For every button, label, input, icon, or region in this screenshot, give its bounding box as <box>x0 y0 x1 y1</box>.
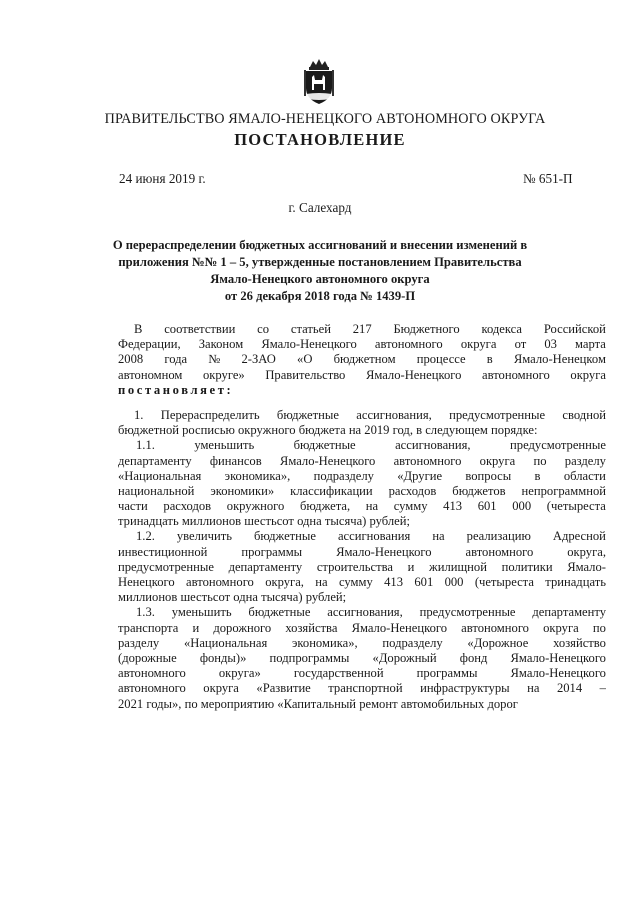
word: Ямало- <box>567 559 606 574</box>
word: и <box>192 620 200 635</box>
word: Перераспределить <box>160 407 260 422</box>
word: округа <box>203 681 239 696</box>
word: по <box>533 453 547 468</box>
word: части <box>118 499 148 514</box>
word: – <box>599 681 606 696</box>
word: инвестиционной <box>118 544 208 559</box>
word: экономика», <box>224 468 291 483</box>
word: предусмотренные <box>419 605 516 620</box>
word: подпрограммы <box>269 650 350 665</box>
word: транспорта <box>118 620 179 635</box>
word: бюджетные <box>248 605 311 620</box>
word: хозяйства <box>285 620 338 635</box>
word: сумму <box>393 499 428 514</box>
word: «Другие <box>397 468 443 483</box>
word: Бюджетного <box>393 322 460 336</box>
paragraph-line <box>118 337 606 352</box>
word: бюджетные <box>293 438 356 453</box>
paragraph-line <box>118 408 606 423</box>
word: «Дорожный <box>372 650 437 665</box>
word: департаменту <box>228 559 303 574</box>
word: Ямало-Ненецкого <box>365 367 462 382</box>
word: расходов <box>163 499 212 514</box>
word: автономного <box>393 453 462 468</box>
paragraph-line <box>118 529 606 544</box>
word: программы <box>416 666 478 681</box>
word: округа <box>479 453 516 468</box>
word: сумму <box>338 575 373 589</box>
crown-shield-icon <box>300 58 338 106</box>
word: № <box>208 352 221 367</box>
word: реализацию <box>466 529 531 544</box>
paragraph-line <box>118 636 606 651</box>
paragraph-line <box>118 469 606 484</box>
word: хозяйство <box>553 635 606 650</box>
heading-line: приложения №№ 1 – 5, утвержденные постановлением Правительства <box>118 255 522 269</box>
word: округа <box>570 367 606 382</box>
word: тринадцать <box>545 575 606 589</box>
document-number: № 651-П <box>523 171 573 186</box>
word: 601 <box>414 575 434 589</box>
word: уменьшить <box>171 605 232 620</box>
word: соответствии <box>164 322 236 336</box>
word: округа» <box>218 666 261 681</box>
word: автономного <box>118 666 186 681</box>
paragraph-line <box>118 651 606 666</box>
document-date: 24 июня 2019 г. <box>119 171 206 186</box>
paragraph <box>118 408 606 438</box>
word: 1.1. <box>136 438 155 453</box>
word: 2-ЗАО <box>241 352 276 367</box>
word: разделу <box>118 635 160 650</box>
word: года <box>164 352 188 367</box>
word: инфраструктуры <box>420 681 510 696</box>
word: расходов <box>388 483 437 498</box>
document-place: г. Салехард <box>288 200 352 215</box>
word: бюджета, <box>299 499 351 514</box>
heading-line: О перераспределении бюджетных ассигнований и внесении изменений в <box>112 238 528 252</box>
word: со <box>257 322 270 336</box>
word: (четыреста <box>474 575 534 589</box>
word: 000 <box>444 575 464 589</box>
word: 1. <box>134 407 144 422</box>
word: и <box>407 559 415 574</box>
word: предусмотренные <box>118 559 214 574</box>
paragraph-line <box>118 545 606 560</box>
word: 1.3. <box>136 605 155 620</box>
resolution-keyword: постановляет: <box>118 382 234 397</box>
word: кодекса <box>481 322 523 336</box>
paragraph-line: 2021 годы», по мероприятию «Капитальный ремонт автомобильных дорог <box>118 696 518 711</box>
word: (дорожные <box>118 650 177 665</box>
heading-line: от 26 декабря 2018 года № 1439-П <box>224 289 416 303</box>
paragraph <box>118 322 606 398</box>
word: Ямало-Ненецком <box>513 352 606 367</box>
paragraph-line: бюджетной росписью окружного бюджета на 2019 год, в следующем порядке: <box>118 423 538 438</box>
word: разделу <box>564 453 606 468</box>
word: В <box>134 322 143 336</box>
word: округе» <box>202 367 245 382</box>
word: от <box>514 337 527 352</box>
word: автономного <box>481 367 550 382</box>
word: государственной <box>293 666 384 681</box>
word: 1.2. <box>136 529 155 544</box>
word: Федерации, <box>118 337 181 352</box>
word: автономного <box>186 575 254 589</box>
word: классификации <box>290 483 373 498</box>
paragraph <box>118 529 606 605</box>
word: фонды)» <box>199 650 247 665</box>
word: по <box>592 620 606 635</box>
word: автономного <box>118 681 186 696</box>
paragraph <box>118 605 606 711</box>
word: Адресной <box>552 529 606 544</box>
paragraph-line <box>118 560 606 575</box>
word: ассигнования, <box>395 438 471 453</box>
word: окружного <box>226 499 285 514</box>
word: 413 <box>443 499 463 514</box>
word: национальной <box>118 483 195 498</box>
word: уменьшить <box>194 438 255 453</box>
word: на <box>315 575 328 589</box>
word: «О <box>297 352 313 367</box>
organization-title: ПРАВИТЕЛЬСТВО ЯМАЛО-НЕНЕЦКОГО АВТОНОМНОГО ОКРУГА <box>104 111 546 127</box>
word: непрограммной <box>521 483 606 498</box>
word: на <box>527 681 540 696</box>
word: бюджетов <box>452 483 506 498</box>
word: фонд <box>459 650 488 665</box>
word: 413 <box>384 575 403 589</box>
word: Ямало-Ненецкого <box>261 337 357 352</box>
word: округа <box>460 337 497 352</box>
word: Ямало-Ненецкого <box>279 453 376 468</box>
paragraph-line <box>118 666 606 681</box>
word: в <box>534 468 541 483</box>
word: подразделу <box>313 468 374 483</box>
word: «Дорожное <box>467 635 529 650</box>
paragraph-gap <box>118 398 606 408</box>
word: на <box>365 499 379 514</box>
word: вопросы <box>465 468 512 483</box>
word: сводной <box>562 407 606 422</box>
word: «Национальная <box>183 635 268 650</box>
word: 03 <box>544 337 557 352</box>
word: 217 <box>352 322 372 336</box>
word: политики <box>501 559 553 574</box>
word: бюджетном <box>333 352 396 367</box>
heading-line: Ямало-Ненецкого автономного округа <box>210 272 430 286</box>
word: предусмотренные <box>449 407 546 422</box>
paragraph-line: миллионов шестьсот одна тысяча) рублей; <box>118 590 347 605</box>
word: бюджетные <box>276 407 339 422</box>
coat-of-arms-emblem <box>300 58 338 106</box>
word: Российской <box>543 322 606 336</box>
paragraph-line <box>118 484 606 499</box>
paragraph-line <box>118 499 606 514</box>
word: Ямало-Ненецкого <box>510 650 606 665</box>
word: программы <box>241 544 303 559</box>
word: строительства <box>316 559 393 574</box>
word: 2008 <box>118 352 144 367</box>
word: жилищной <box>429 559 487 574</box>
paragraph-line <box>118 575 606 590</box>
word: округа <box>543 620 579 635</box>
word: статьей <box>290 322 331 336</box>
word: округа, <box>567 544 606 559</box>
paragraph-line <box>118 454 606 469</box>
paragraph-line <box>118 605 606 620</box>
word: 601 <box>477 499 497 514</box>
word: Ямало-Ненецкого <box>336 544 432 559</box>
paragraph <box>118 438 606 529</box>
word: Законом <box>198 337 244 352</box>
word: в <box>486 352 493 367</box>
word: (четыреста <box>546 499 606 514</box>
word: автономного <box>465 544 534 559</box>
document-type-title: ПОСТАНОВЛЕНИЕ <box>234 130 406 149</box>
word: 2014 <box>556 681 583 696</box>
word: ассигнования, <box>356 407 432 422</box>
word: «Развитие <box>256 681 311 696</box>
word: «Национальная <box>118 468 202 483</box>
word: автономного <box>374 337 443 352</box>
word: Ямало-Ненецкого <box>510 666 606 681</box>
paragraph-line <box>118 621 606 636</box>
word: дорожного <box>213 620 272 635</box>
word: экономика», <box>292 635 358 650</box>
word: марта <box>575 337 606 352</box>
word: Ненецкого <box>118 575 175 589</box>
word: Ямало-Ненецкого <box>351 620 448 635</box>
document-body <box>118 322 606 712</box>
word: процессе <box>416 352 466 367</box>
word: автономного <box>461 620 529 635</box>
word: ассигнования <box>337 529 411 544</box>
word: экономики» <box>210 483 275 498</box>
word: департаменту <box>532 605 606 620</box>
word: транспортной <box>328 681 403 696</box>
paragraph-line <box>118 352 606 367</box>
word: ассигнования, <box>327 605 403 620</box>
paragraph-line <box>118 681 606 696</box>
paragraph-line <box>118 322 606 337</box>
word: округа, <box>265 575 304 589</box>
word: области <box>563 468 606 483</box>
word: увеличить <box>176 529 232 544</box>
word: на <box>432 529 445 544</box>
word: 000 <box>512 499 532 514</box>
word: департаменту <box>118 453 192 468</box>
word: автономном <box>118 367 183 382</box>
word: финансов <box>209 453 262 468</box>
paragraph-line <box>118 438 606 453</box>
paragraph-line: тринадцать миллионов шестьсот одна тысяча) рублей; <box>118 514 410 529</box>
document-heading <box>96 237 544 305</box>
word: предусмотренные <box>510 438 606 453</box>
paragraph-line <box>118 368 606 383</box>
word: Правительство <box>265 367 346 382</box>
word: бюджетные <box>253 529 316 544</box>
word: подразделу <box>382 635 443 650</box>
